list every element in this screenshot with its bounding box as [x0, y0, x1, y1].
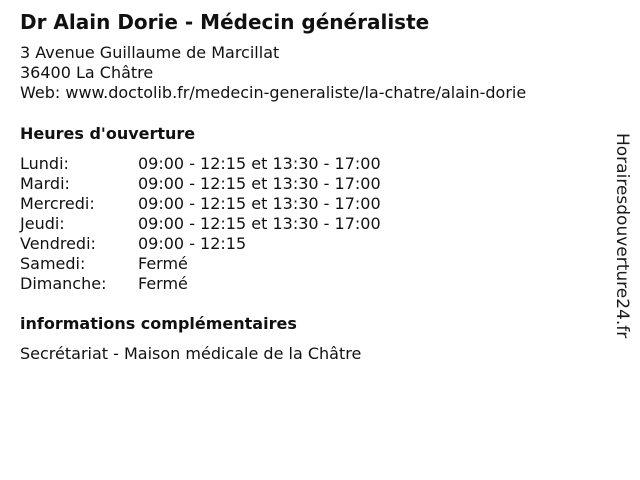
day-hours: 09:00 - 12:15 et 13:30 - 17:00: [138, 174, 381, 193]
info-text: Secrétariat - Maison médicale de la Châtre: [20, 344, 362, 363]
day-label: Samedi:: [20, 254, 86, 273]
day-label: Vendredi:: [20, 234, 96, 253]
day-label: Lundi:: [20, 154, 69, 173]
day-hours: 09:00 - 12:15 et 13:30 - 17:00: [138, 154, 381, 173]
page-title: Dr Alain Dorie - Médecin généraliste: [20, 10, 430, 34]
address-block: [20, 43, 526, 103]
hours-heading: Heures d'ouverture: [20, 124, 196, 143]
day-hours: 09:00 - 12:15 et 13:30 - 17:00: [138, 194, 381, 213]
day-hours: 09:00 - 12:15 et 13:30 - 17:00: [138, 214, 381, 233]
day-label: Mardi:: [20, 174, 70, 193]
day-label: Dimanche:: [20, 274, 107, 293]
info-heading: informations complémentaires: [20, 314, 297, 333]
day-label: Jeudi:: [20, 214, 65, 233]
address-street: 3 Avenue Guillaume de Marcillat: [20, 43, 280, 62]
website-line: Web: www.doctolib.fr/medecin-generaliste/la-chatre/alain-dorie: [20, 83, 527, 102]
day-label: Mercredi:: [20, 194, 95, 213]
day-hours: Fermé: [138, 254, 188, 273]
address-city: 36400 La Châtre: [20, 63, 154, 82]
watermark-text: Horairesdouverture24.fr: [612, 133, 632, 339]
day-hours: 09:00 - 12:15: [138, 234, 247, 253]
day-hours: Fermé: [138, 274, 188, 293]
site-watermark: [612, 133, 632, 373]
